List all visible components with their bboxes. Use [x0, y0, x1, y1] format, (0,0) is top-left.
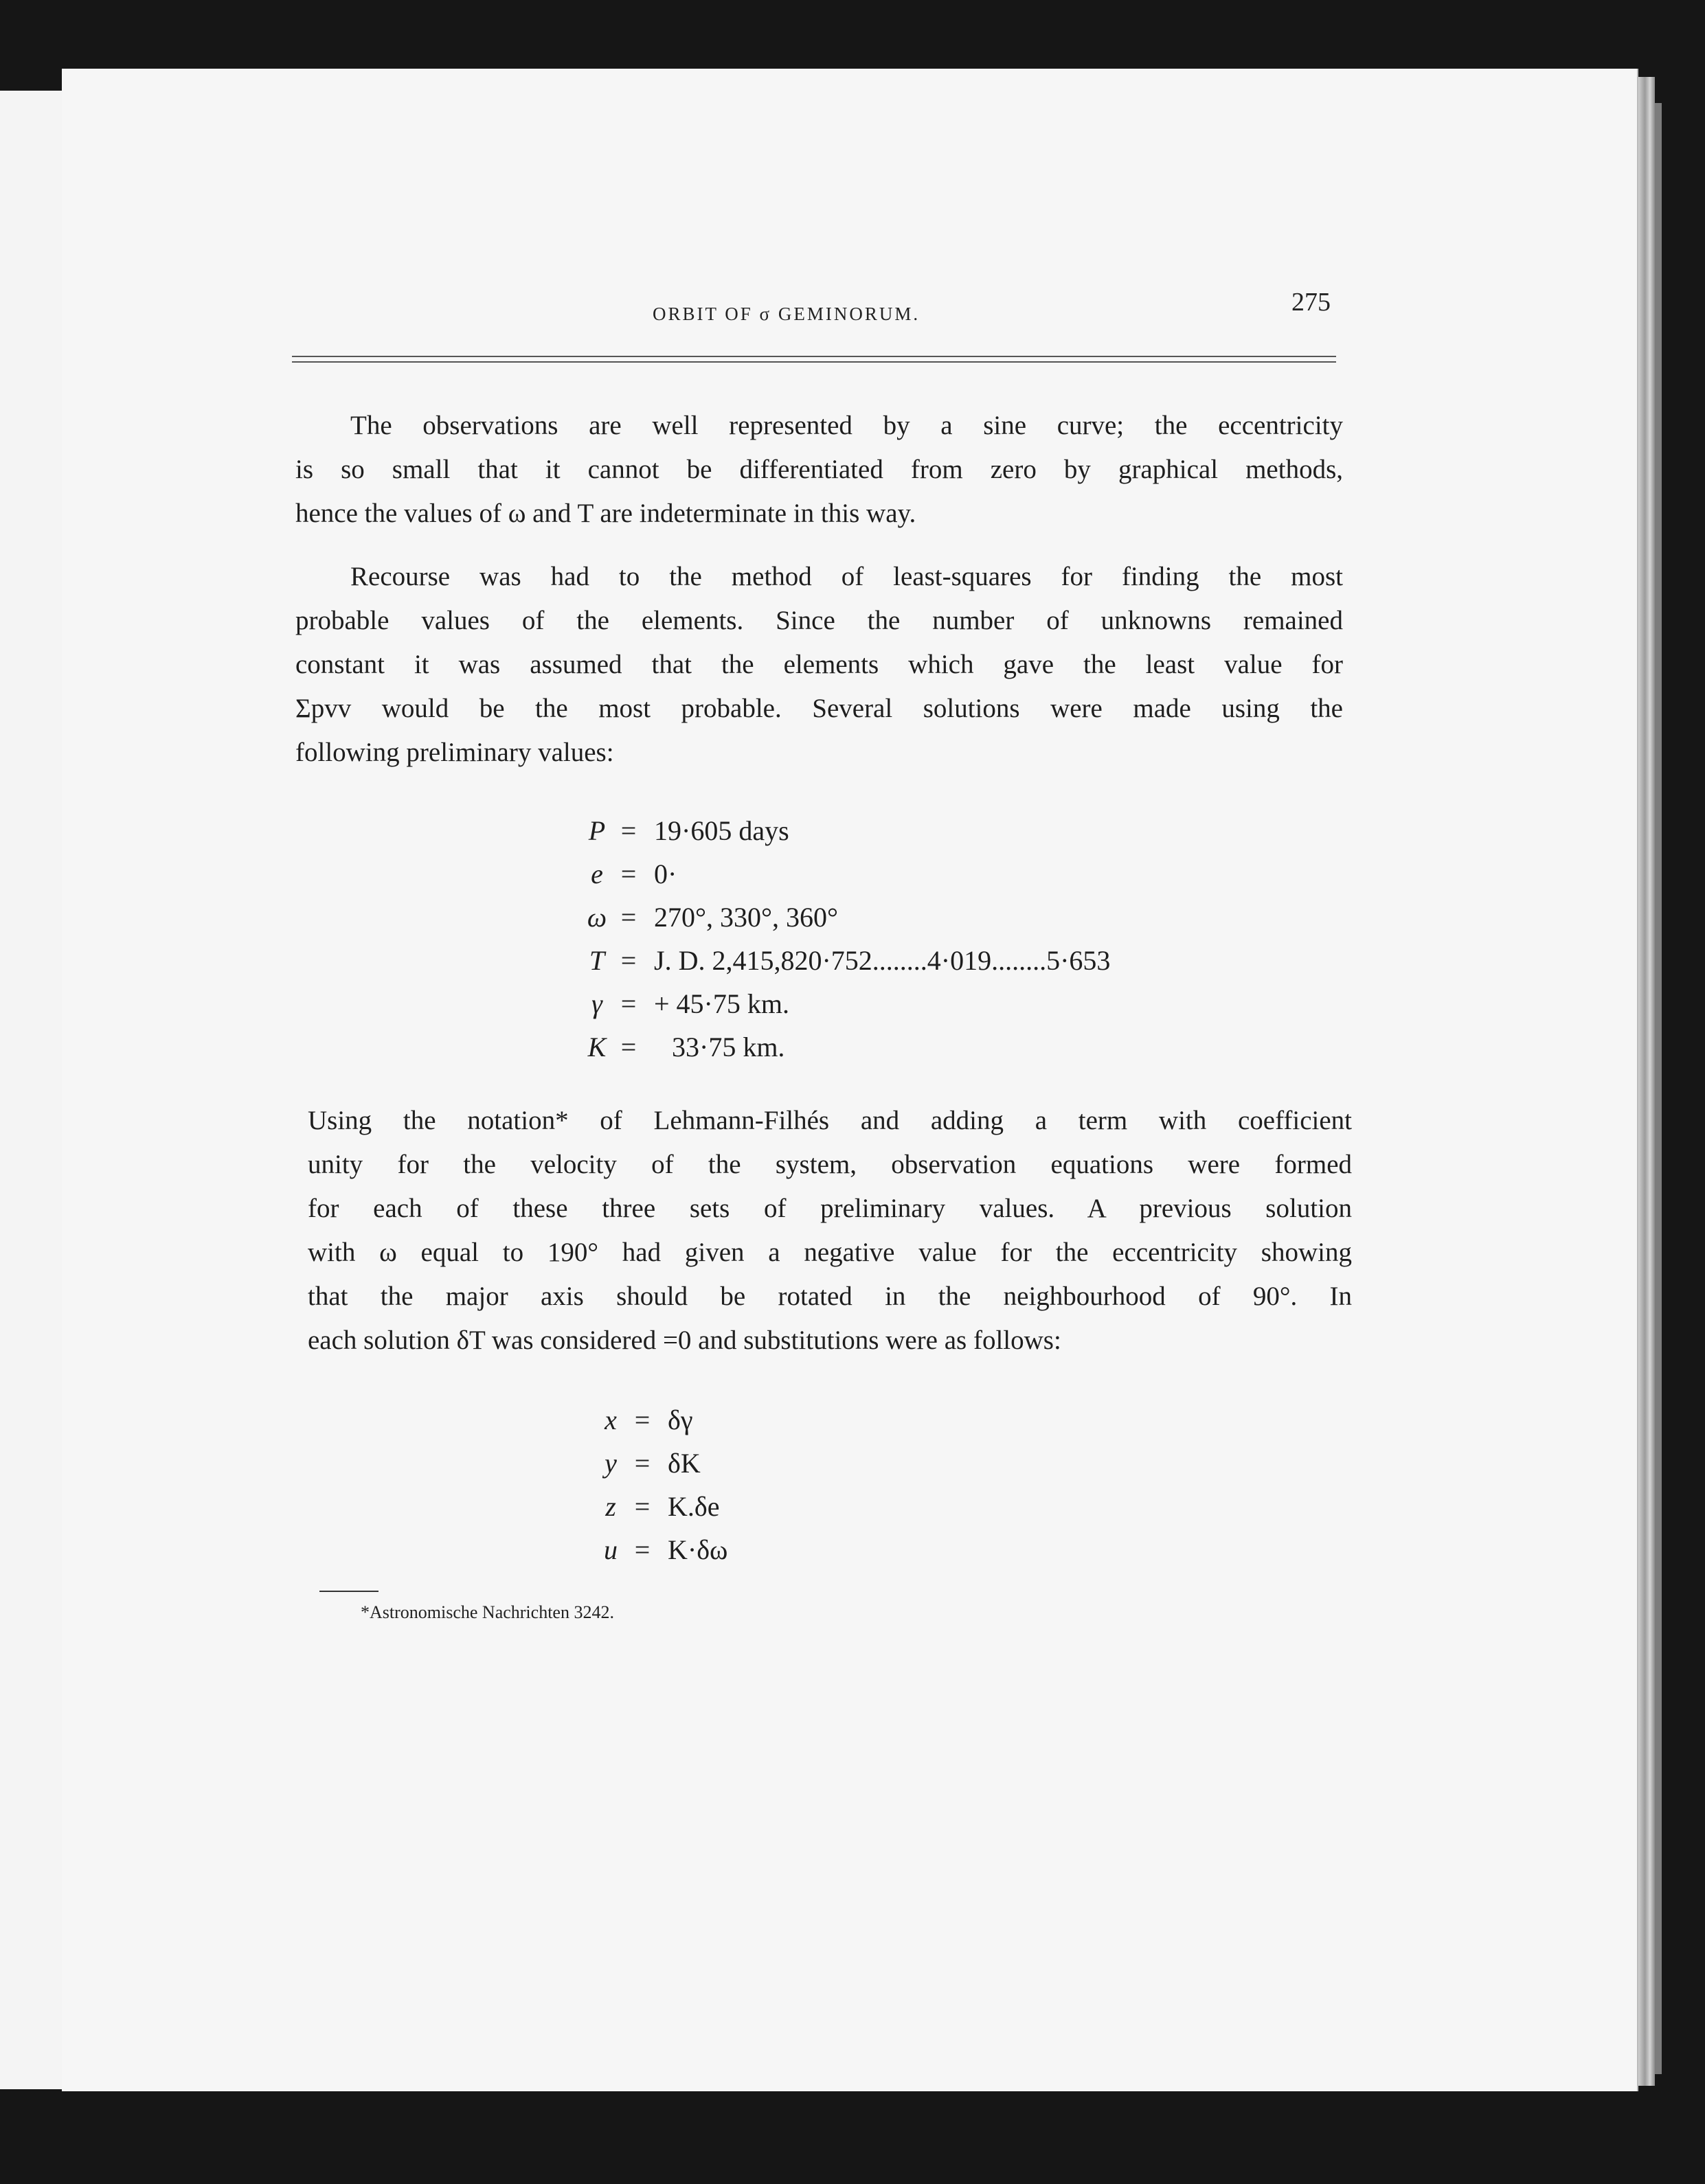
equals-sign: =: [634, 1534, 651, 1565]
equals-sign: =: [620, 1032, 637, 1062]
paragraph-2: [295, 555, 1343, 775]
paragraph-1-line: hence the values of ω and T are indeterminate in this way.: [295, 499, 916, 528]
equals-sign: =: [620, 858, 637, 889]
equation-value: 19·605 days: [654, 815, 789, 846]
paragraph-3-line: with ω equal to 190° had given a negative value for the eccentricity showing: [308, 1238, 1352, 1267]
equation-symbol: γ: [591, 988, 602, 1019]
equation-row-omega: [583, 896, 1110, 939]
equation-row-T: [583, 939, 1110, 982]
equation-row-gamma: [583, 982, 1110, 1025]
paragraph-2-line: probable values of the elements. Since the number of unknowns remained: [295, 606, 1343, 635]
paragraph-1-line: The observations are well represented by a sine curve; the eccentricity: [350, 411, 1343, 440]
substitution-symbol: x: [605, 1404, 617, 1435]
equals-sign: =: [620, 945, 637, 976]
header-rule-top: [292, 356, 1336, 357]
header-rule-bottom: [292, 361, 1336, 363]
equals-sign: =: [634, 1491, 651, 1522]
paragraph-2-line: Recourse was had to the method of least-squares for finding the most: [350, 562, 1343, 591]
footnote: *Astronomische Nachrichten 3242.: [361, 1602, 614, 1622]
paragraph-1: [295, 404, 1343, 536]
equation-value: + 45·75 km.: [654, 988, 789, 1019]
equation-value: 270°, 330°, 360°: [654, 902, 838, 933]
equals-sign: =: [620, 988, 637, 1019]
facing-page-edge: [0, 91, 67, 2089]
equation-symbol: e: [591, 858, 603, 889]
substitution-row-u: [596, 1528, 727, 1571]
equation-value: 33·75 km.: [672, 1032, 785, 1062]
equals-sign: =: [634, 1448, 651, 1479]
paragraph-3: [308, 1099, 1352, 1363]
substitutions-block: [596, 1398, 727, 1571]
paragraph-2-line: following preliminary values:: [295, 738, 614, 767]
equation-symbol: P: [588, 815, 606, 846]
substitution-symbol: u: [604, 1534, 618, 1565]
substitution-value: K·δω: [668, 1534, 728, 1565]
running-head: ORBIT OF σ GEMINORUM.: [653, 304, 921, 324]
preliminary-values-block: [583, 809, 1110, 1069]
paragraph-2-line: constant it was assumed that the elements which gave the least value for: [295, 650, 1343, 679]
substitution-value: δγ: [668, 1404, 693, 1435]
equation-symbol: K: [587, 1032, 607, 1062]
substitution-value: K.δe: [668, 1491, 720, 1522]
paragraph-3-line: for each of these three sets of preliminary values. A previous solution: [308, 1194, 1352, 1223]
substitution-value: δK: [668, 1448, 701, 1479]
paragraph-3-line: unity for the velocity of the system, observation equations were formed: [308, 1150, 1352, 1179]
paragraph-1-line: is so small that it cannot be differentiated from zero by graphical methods,: [295, 455, 1343, 484]
equals-sign: =: [634, 1404, 651, 1435]
equation-row-e: [583, 852, 1110, 896]
paragraph-3-line: Using the notation* of Lehmann-Filhés and adding a term with coefficient: [308, 1106, 1352, 1135]
page-number: 275: [1291, 288, 1331, 317]
equals-sign: =: [620, 815, 637, 846]
page-stack-edge: [1638, 77, 1655, 2086]
equation-symbol: ω: [587, 902, 607, 933]
equation-symbol: T: [589, 945, 605, 976]
footnote-rule: [319, 1591, 379, 1592]
paragraph-2-line: Σpvv would be the most probable. Several solutions were made using the: [295, 694, 1343, 723]
equation-row-P: [583, 809, 1110, 852]
substitution-symbol: z: [605, 1491, 616, 1522]
paragraph-3-line: that the major axis should be rotated in the neighbourhood of 90°. In: [308, 1282, 1352, 1311]
substitution-symbol: y: [605, 1448, 617, 1479]
book-page: [62, 69, 1638, 2091]
equation-value: J. D. 2,415,820·752........4·019........5·653: [654, 945, 1111, 976]
substitution-row-z: [596, 1485, 727, 1528]
equals-sign: =: [620, 902, 637, 933]
equation-value: 0·: [654, 858, 677, 889]
paragraph-3-line: each solution δT was considered =0 and substitutions were as follows:: [308, 1326, 1061, 1355]
page-stack-shadow: [1655, 103, 1662, 2074]
substitution-row-x: [596, 1398, 727, 1442]
substitution-row-y: [596, 1442, 727, 1485]
equation-row-K: [583, 1025, 1110, 1069]
